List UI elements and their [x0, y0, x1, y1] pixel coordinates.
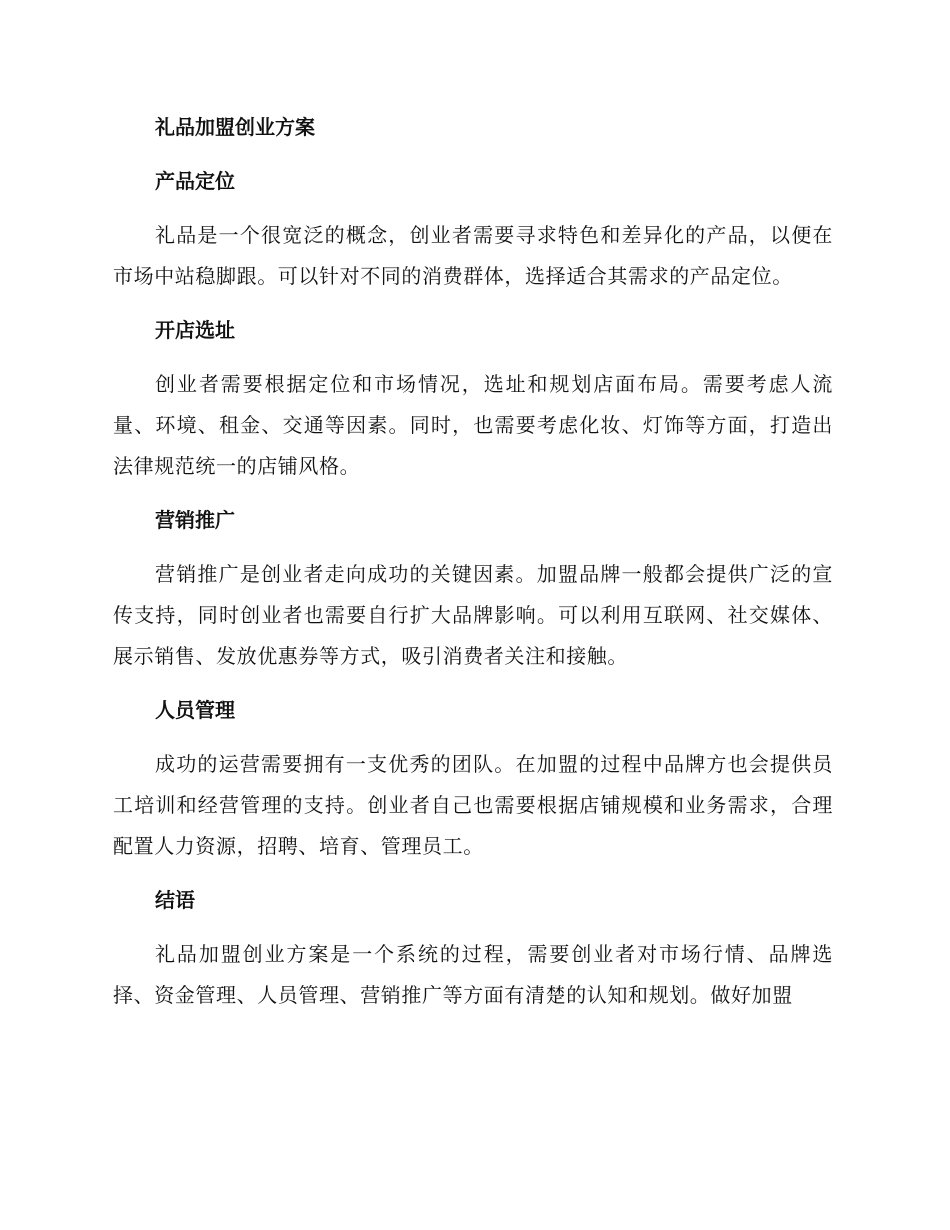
section-conclusion	[113, 881, 833, 1016]
section-heading: 人员管理	[155, 698, 235, 722]
section-heading: 开店选址	[155, 318, 235, 342]
section-paragraph: 成功的运营需要拥有一支优秀的团队。在加盟的过程中品牌方也会提供员工培训和经营管理的支持。创业者自己也需要根据店铺规模和业务需求，合理配置人力资源，招聘、培育、管理员工。	[113, 752, 833, 858]
document-title: 礼品加盟创业方案	[155, 115, 315, 139]
section-product-positioning	[113, 162, 833, 297]
section-staff-management	[113, 691, 833, 867]
section-marketing	[113, 501, 833, 677]
section-paragraph: 创业者需要根据定位和市场情况，选址和规划店面布局。需要考虑人流量、环境、租金、交通等因素。同时，也需要考虑化妆、灯饰等方面，打造出法律规范统一的店铺风格。	[113, 372, 833, 478]
document-body	[113, 108, 833, 1030]
section-store-location	[113, 311, 833, 487]
section-heading: 营销推广	[155, 508, 235, 532]
section-heading: 结语	[155, 888, 195, 912]
section-paragraph: 营销推广是创业者走向成功的关键因素。加盟品牌一般都会提供广泛的宣传支持，同时创业者也需要自行扩大品牌影响。可以利用互联网、社交媒体、展示销售、发放优惠券等方式，吸引消费者关注和接触。	[113, 562, 833, 668]
section-paragraph: 礼品加盟创业方案是一个系统的过程，需要创业者对市场行情、品牌选择、资金管理、人员管理、营销推广等方面有清楚的认知和规划。做好加盟	[113, 942, 833, 1007]
section-paragraph: 礼品是一个很宽泛的概念，创业者需要寻求特色和差异化的产品，以便在市场中站稳脚跟。可以针对不同的消费群体，选择适合其需求的产品定位。	[113, 223, 833, 288]
section-heading: 产品定位	[155, 169, 235, 193]
